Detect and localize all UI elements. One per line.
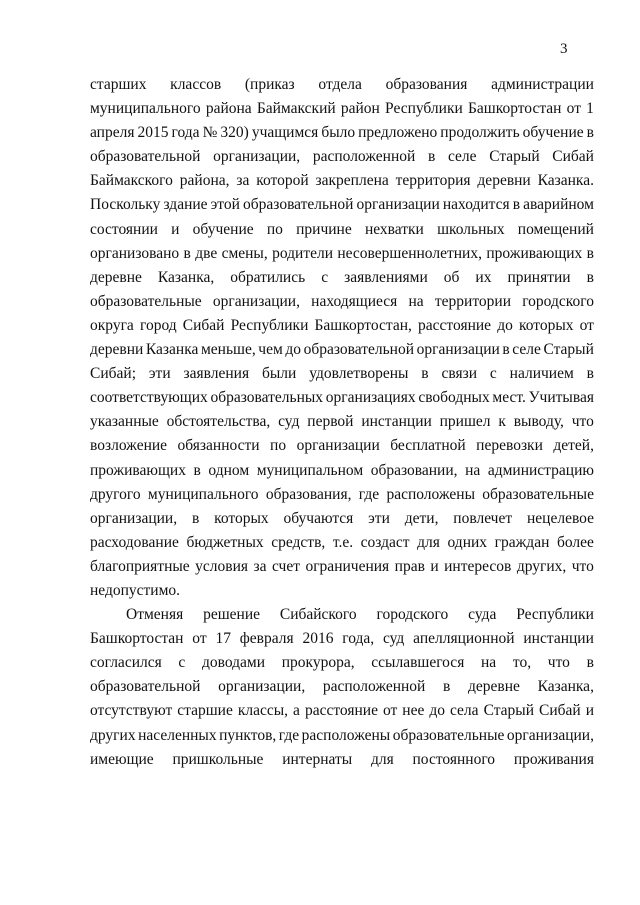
word: года (171, 124, 200, 142)
word: организации, (212, 292, 300, 310)
word: находится (442, 196, 510, 214)
text-line (90, 242, 594, 266)
word: Казанка, (157, 268, 215, 286)
word: этой (210, 196, 240, 214)
word: Казанка. (537, 172, 594, 190)
word: соответствующих (90, 389, 208, 407)
word: от (579, 316, 594, 334)
word: с (321, 268, 329, 286)
word: эти (368, 509, 390, 527)
word: ограничения (305, 557, 390, 575)
word: проживающих (90, 461, 186, 479)
word: Старый (543, 341, 594, 359)
word: других, (516, 557, 567, 575)
word: расположены (301, 726, 391, 744)
word: расстояние (304, 702, 378, 720)
text-line (90, 410, 594, 434)
word: округа (90, 316, 134, 334)
word: нецелевое (526, 509, 594, 527)
word: образовательные (90, 292, 202, 310)
word: об (443, 268, 460, 286)
text-line (90, 338, 594, 362)
text-line (90, 145, 594, 169)
word: доводами (202, 654, 266, 672)
text-line (90, 651, 594, 675)
word: по (266, 220, 283, 238)
word: которых (518, 316, 574, 334)
text-line (90, 218, 594, 242)
word: чем (258, 341, 283, 359)
word: муниципальном (256, 461, 364, 479)
word: до (497, 316, 513, 334)
word: населенных (138, 726, 217, 744)
word: организации, (90, 509, 178, 527)
word: и (171, 220, 180, 238)
word: суд (382, 630, 405, 648)
word: граждан (494, 533, 550, 551)
word: с (178, 654, 186, 672)
word: бесплатной (390, 437, 466, 455)
word: района, (179, 172, 230, 190)
word: в (586, 654, 594, 672)
word: ссылавшегося (371, 654, 465, 672)
word: расстояние (418, 316, 492, 334)
word: классы, (237, 702, 289, 720)
word: Башкортостан, (314, 316, 412, 334)
word: организации (416, 341, 500, 359)
word: за (253, 557, 267, 575)
word: Поскольку (90, 196, 161, 214)
word: инстанции (361, 413, 432, 431)
word: причине (296, 220, 352, 238)
word: помещений (517, 220, 594, 238)
word: других (90, 726, 136, 744)
word: средств, (271, 533, 326, 551)
word: две (195, 244, 218, 262)
word: прокурора, (281, 654, 355, 672)
word: до (429, 702, 445, 720)
word: школьных (437, 220, 505, 238)
word: обстоятельства, (166, 413, 271, 431)
word: деревне (468, 678, 520, 696)
text-line (90, 531, 594, 555)
word: Сибай (182, 316, 225, 334)
text-line (90, 169, 594, 193)
word: пунктов, (219, 726, 277, 744)
text-line (90, 699, 594, 723)
word: деревне (90, 268, 142, 286)
word: (приказ (244, 76, 295, 93)
word: образовательной (243, 196, 354, 214)
word: аварийном (523, 196, 594, 214)
word: благоприятные (90, 557, 190, 575)
word: Сибайского (279, 606, 357, 624)
word: селе (447, 148, 477, 166)
text-line (90, 97, 594, 121)
word: района (205, 100, 252, 118)
word: и (430, 557, 439, 575)
word: организации, (506, 726, 594, 744)
word: расходование (90, 533, 179, 551)
word: согласился (90, 654, 162, 672)
word: образовательной (90, 148, 201, 166)
word: проживающих (486, 244, 583, 262)
word: учащимся (251, 124, 319, 142)
word: образовательной (90, 678, 201, 696)
word: Старый (483, 702, 534, 720)
word: суда (468, 606, 497, 624)
text-line (90, 507, 594, 531)
word: администрацию (487, 461, 594, 479)
word: интересов (444, 557, 512, 575)
word: несовершеннолетних, (337, 244, 482, 262)
word: суд (278, 413, 300, 431)
word: деревни (477, 172, 531, 190)
word: Баймакский (256, 100, 336, 118)
word: в (586, 365, 594, 383)
word: постоянного (412, 750, 496, 768)
word: прав (394, 557, 425, 575)
word: по (270, 437, 287, 455)
word: года, (342, 630, 375, 648)
word: здание (163, 196, 208, 214)
word: от (382, 702, 398, 720)
word: 2015 (137, 124, 169, 142)
text-line (90, 386, 594, 410)
text-line (90, 603, 594, 627)
word: их (475, 268, 492, 286)
word: где (358, 485, 380, 503)
text-line (90, 290, 594, 314)
word: городского (522, 292, 594, 310)
word: мест. (492, 389, 526, 407)
word: заявлениями (344, 268, 428, 286)
word: эти (148, 365, 171, 383)
word: решение (203, 606, 260, 624)
page-number: 3 (560, 41, 568, 57)
text-line (90, 121, 594, 145)
word: которой (256, 172, 309, 190)
body-text (90, 73, 594, 772)
word: в (502, 341, 510, 359)
word: Отменяя (126, 606, 184, 624)
word: были (261, 365, 297, 383)
word: Учитывая (528, 389, 594, 407)
word: до (285, 341, 301, 359)
word: инстанции (523, 630, 594, 648)
word: муниципального (90, 100, 201, 118)
word: Сибай (552, 148, 594, 166)
text-line (90, 748, 594, 772)
word: предложено (358, 124, 438, 142)
word: где (278, 726, 300, 744)
word: продолжить (440, 124, 520, 142)
word: 2016 (302, 630, 334, 648)
word: в (512, 196, 521, 214)
word: что (571, 557, 594, 575)
text-line (90, 193, 594, 217)
word: состоянии (90, 220, 158, 238)
word: обратились (230, 268, 306, 286)
text-line (90, 73, 594, 97)
word: № (202, 124, 218, 142)
word: 17 (215, 630, 231, 648)
word: пришкольные (172, 750, 264, 768)
word: родители (272, 244, 333, 262)
word: в (427, 148, 436, 166)
word: апелляционной (413, 630, 515, 648)
word: меньше, (200, 341, 256, 359)
word: на (465, 461, 481, 479)
word: находящиеся (311, 292, 398, 310)
word: территория (395, 172, 471, 190)
word: территории (434, 292, 511, 310)
word: было (321, 124, 356, 142)
word: Башкортостан (90, 630, 184, 648)
word: смены, (221, 244, 268, 262)
word: выводу, (513, 413, 564, 431)
text-line (90, 579, 594, 603)
word: старшие (177, 702, 233, 720)
word: селе (512, 341, 541, 359)
text-line (90, 459, 594, 483)
word: нее (402, 702, 425, 720)
word: села (449, 702, 479, 720)
word: Баймакского (90, 172, 173, 190)
word: заявления (183, 365, 250, 383)
word: бюджетных (186, 533, 264, 551)
word: с (489, 365, 497, 383)
word: связи (441, 365, 478, 383)
word: Сибай; (90, 365, 137, 383)
text-line (90, 627, 594, 651)
word: город (139, 316, 177, 334)
word: образования (385, 76, 468, 93)
word: от (192, 630, 207, 648)
word: счет (271, 557, 300, 575)
word: организации (296, 437, 380, 455)
word: организовано (90, 244, 180, 262)
word: имеющие (90, 750, 154, 768)
word: другого (90, 485, 141, 503)
word: организации (356, 196, 440, 214)
word: Казанка, (537, 678, 594, 696)
word: Казанка (145, 341, 199, 359)
word: апреля (90, 124, 135, 142)
word: от (566, 100, 581, 118)
word: что (571, 413, 594, 431)
word: в (193, 461, 201, 479)
word: одном (208, 461, 250, 479)
word: что (547, 654, 570, 672)
word: муниципального (147, 485, 259, 503)
word: для (370, 750, 394, 768)
word: пришел (439, 413, 491, 431)
word: городского (376, 606, 449, 624)
word: нехватки (364, 220, 424, 238)
word: возложение (90, 437, 168, 455)
word: Сибай (539, 702, 581, 720)
word: удовлетворены (309, 365, 409, 383)
word: указанные (90, 413, 159, 431)
word: повлечет (453, 509, 513, 527)
word: в (421, 365, 429, 383)
word: закреплена (315, 172, 389, 190)
word: расположенной (322, 678, 426, 696)
word: образования, (265, 485, 352, 503)
word: отдела (318, 76, 362, 93)
word: образовательных (210, 389, 324, 407)
word: в (586, 244, 594, 262)
word: Старый (489, 148, 540, 166)
word: обязанности (177, 437, 260, 455)
word: условия (195, 557, 248, 575)
word: Республики (516, 606, 594, 624)
word: в (443, 678, 451, 696)
word: организации, (213, 148, 301, 166)
word: администрации (491, 76, 594, 93)
word: Республики (230, 316, 309, 334)
word: февраля (239, 630, 294, 648)
word: перевозки (476, 437, 543, 455)
word: в (183, 244, 191, 262)
word: район (340, 100, 380, 118)
word: создаст (360, 533, 410, 551)
word: классов (170, 76, 222, 93)
word: организациях (325, 389, 416, 407)
word: недопустимо. (90, 581, 181, 599)
word: обучение (192, 220, 254, 238)
word: образовательной (303, 341, 415, 359)
word: деревни (90, 341, 144, 359)
text-line (90, 314, 594, 338)
word: интернаты (282, 750, 353, 768)
word: обучение (522, 124, 584, 142)
word: принятии (507, 268, 571, 286)
word: 1 (586, 100, 594, 118)
word: организации, (218, 678, 306, 696)
word: а (293, 702, 300, 720)
word: на (408, 292, 424, 310)
text-line (90, 724, 594, 748)
word: обучаются (283, 509, 354, 527)
word: к (498, 413, 506, 431)
word: и (585, 702, 594, 720)
word: в (586, 268, 594, 286)
word: образовательные (482, 485, 594, 503)
text-line (90, 362, 594, 386)
text-line (90, 483, 594, 507)
word: отсутствуют (90, 702, 173, 720)
word: расположенной (312, 148, 416, 166)
word: Башкортостан (467, 100, 562, 118)
word: т.е. (332, 533, 354, 551)
word: то, (512, 654, 532, 672)
word: в (191, 509, 200, 527)
word: 320) (220, 124, 249, 142)
text-line (90, 555, 594, 579)
word: за (236, 172, 250, 190)
word: образовании, (370, 461, 458, 479)
word: Республики (385, 100, 463, 118)
word: образовательные (392, 726, 505, 744)
word: детей, (553, 437, 594, 455)
word: первой (307, 413, 354, 431)
text-line (90, 434, 594, 458)
text-line (90, 266, 594, 290)
word: для (417, 533, 440, 551)
word: старших (90, 76, 147, 93)
word: наличием (509, 365, 574, 383)
word: свободных (418, 389, 490, 407)
text-line (90, 675, 594, 699)
word: которых (214, 509, 269, 527)
word: более (556, 533, 594, 551)
word: одних (447, 533, 488, 551)
word: в (586, 124, 594, 142)
word: дети, (404, 509, 439, 527)
word: расположены (386, 485, 475, 503)
word: проживания (513, 750, 594, 768)
word: на (481, 654, 497, 672)
